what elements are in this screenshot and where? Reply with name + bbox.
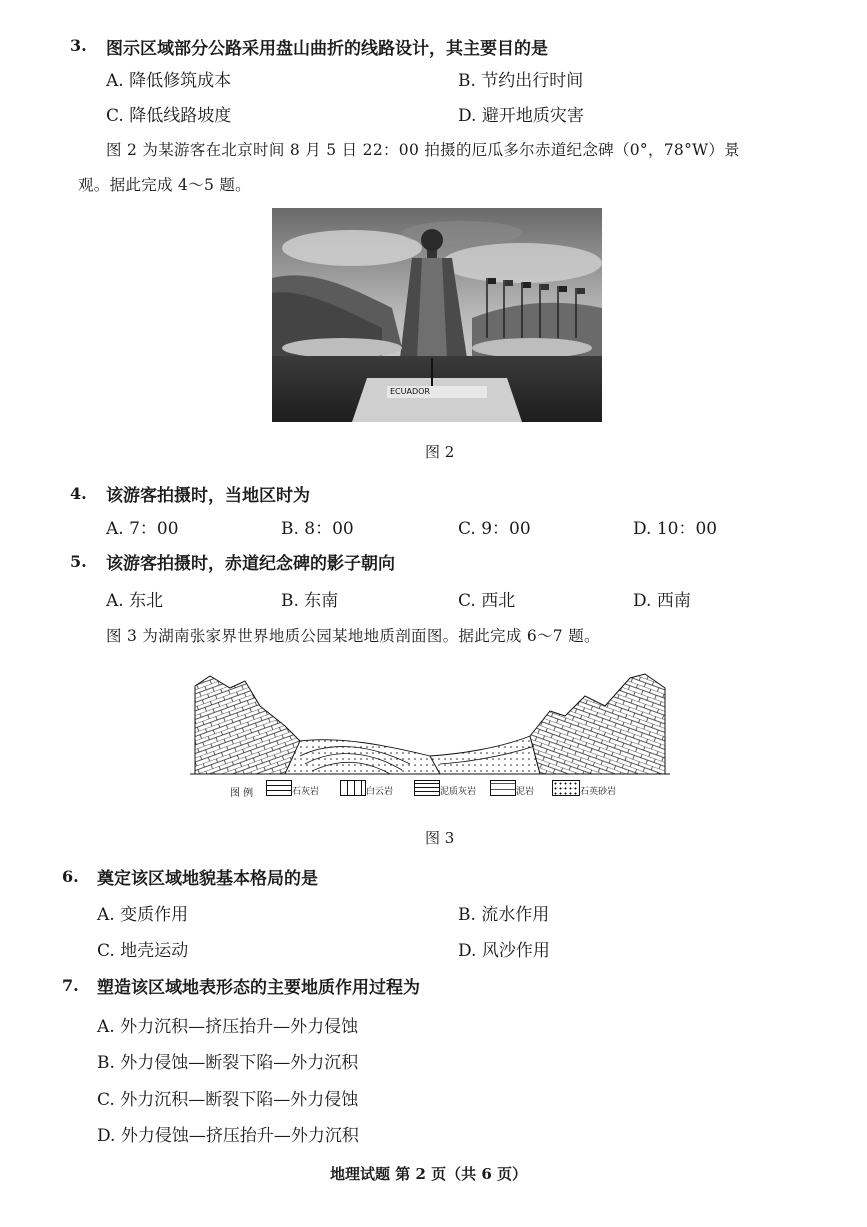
- figure-2-photo: [272, 208, 602, 422]
- question-4-option-d: D. 10：00: [633, 519, 718, 539]
- question-4-text: 该游客拍摄时，当地区时为: [106, 486, 310, 506]
- legend-limestone-swatch: [266, 780, 292, 796]
- intro-4-5-line-1: 图 2 为某游客在北京时间 8 月 5 日 22：00 拍摄的厄瓜多尔赤道纪念碑（0°，78°W）景: [106, 141, 740, 159]
- legend-title: 图 例: [230, 788, 254, 799]
- question-5-number: 5.: [70, 552, 87, 571]
- question-6-number: 6.: [62, 867, 79, 886]
- question-5-option-b: B. 东南: [281, 591, 339, 611]
- figure-2-caption: 图 2: [425, 443, 455, 461]
- question-7-option-d: D. 外力侵蚀—挤压抬升—外力沉积: [97, 1126, 359, 1146]
- page-footer: 地理试题 第 2 页（共 6 页）: [330, 1165, 527, 1183]
- question-7-number: 7.: [62, 976, 79, 995]
- question-7-option-a: A. 外力沉积—挤压抬升—外力侵蚀: [97, 1017, 359, 1037]
- question-7-option-b: B. 外力侵蚀—断裂下陷—外力沉积: [97, 1053, 359, 1073]
- question-5-option-a: A. 东北: [106, 591, 164, 611]
- question-6-option-a: A. 变质作用: [97, 905, 189, 925]
- figure-3-caption: 图 3: [425, 829, 455, 847]
- legend-dolomite-swatch: [340, 780, 366, 796]
- question-6-option-b: B. 流水作用: [458, 905, 550, 925]
- legend-limestone: 石灰岩: [292, 787, 320, 797]
- legend-quartz-sandstone: 石英砂岩: [580, 787, 617, 797]
- question-4-option-a: A. 7：00: [106, 519, 179, 539]
- question-6-text: 奠定该区域地貌基本格局的是: [97, 869, 318, 889]
- question-4-option-b: B. 8：00: [281, 519, 354, 539]
- legend-dolomite: 白云岩: [366, 787, 394, 797]
- question-3-option-a: A. 降低修筑成本: [106, 71, 232, 91]
- question-5-option-d: D. 西南: [633, 591, 691, 611]
- question-3-option-d: D. 避开地质灾害: [458, 106, 584, 126]
- question-4-option-c: C. 9：00: [458, 519, 531, 539]
- equator-monument-photo: [272, 208, 602, 422]
- question-5-option-c: C. 西北: [458, 591, 516, 611]
- monument-sign-text: ECUADOR: [390, 387, 430, 396]
- geological-profile-diagram: [190, 666, 670, 776]
- question-6-option-d: D. 风沙作用: [458, 941, 550, 961]
- question-4-number: 4.: [70, 484, 87, 503]
- figure-3-cross-section: [190, 666, 670, 776]
- question-7-text: 塑造该区域地表形态的主要地质作用过程为: [97, 978, 420, 998]
- legend-mudstone: 泥岩: [516, 787, 535, 797]
- legend-quartz-sandstone-swatch: [552, 780, 580, 796]
- question-3-number: 3.: [70, 36, 87, 55]
- legend-argillaceous-limestone-swatch: [414, 780, 440, 796]
- question-6-option-c: C. 地壳运动: [97, 941, 189, 961]
- intro-6-7: 图 3 为湖南张家界世界地质公园某地地质剖面图。据此完成 6～7 题。: [106, 627, 600, 645]
- legend-argillaceous-limestone: 泥质灰岩: [440, 787, 477, 797]
- question-5-text: 该游客拍摄时，赤道纪念碑的影子朝向: [106, 554, 395, 574]
- intro-4-5-line-2: 观。据此完成 4～5 题。: [78, 176, 251, 194]
- question-3-text: 图示区域部分公路采用盘山曲折的线路设计，其主要目的是: [106, 39, 548, 59]
- question-3-option-c: C. 降低线路坡度: [106, 106, 232, 126]
- legend-mudstone-swatch: [490, 780, 516, 796]
- question-3-option-b: B. 节约出行时间: [458, 71, 584, 91]
- question-7-option-c: C. 外力沉积—断裂下陷—外力侵蚀: [97, 1090, 359, 1110]
